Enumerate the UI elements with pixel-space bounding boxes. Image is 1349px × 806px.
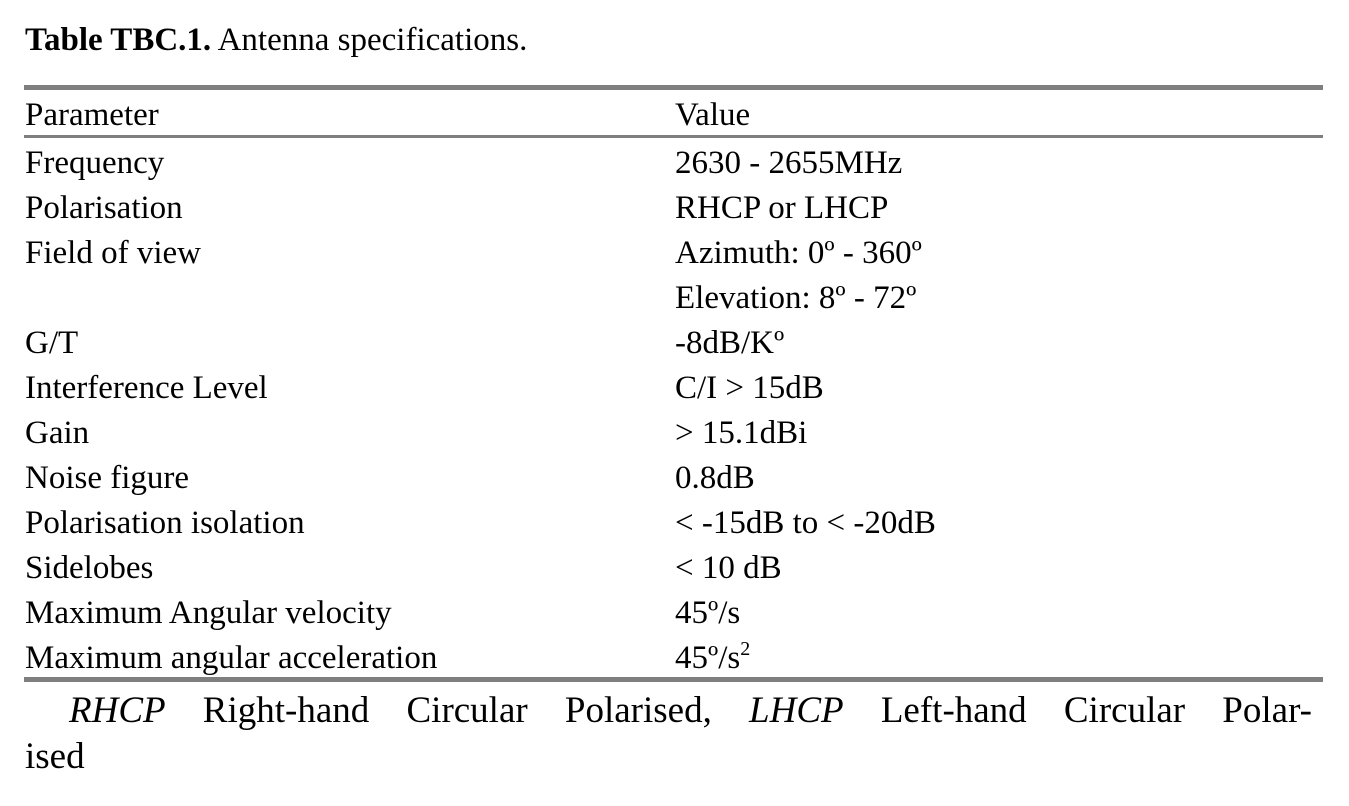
parameter-cell: Polarisation — [25, 190, 183, 226]
parameter-cell: Maximum angular acceleration — [25, 640, 438, 676]
table-row — [0, 411, 1349, 456]
table-row — [0, 321, 1349, 366]
table-top-rule — [24, 85, 1323, 90]
value-superscript: 2 — [740, 638, 751, 660]
table-row — [0, 141, 1349, 186]
value-cell: 2630 - 2655MHz — [675, 145, 903, 181]
value-cell: > 15.1dBi — [675, 415, 808, 451]
value-cell: C/I > 15dB — [675, 370, 824, 406]
table-row — [0, 456, 1349, 501]
footnote-abbreviation: RHCP — [69, 690, 166, 731]
table-row — [0, 186, 1349, 231]
value-cell: Elevation: 8º - 72º — [675, 280, 917, 316]
footnote-abbreviation: LHCP — [749, 690, 844, 731]
parameter-cell: Interference Level — [25, 370, 268, 406]
footnote-text: Right-hand Circular Polarised, — [165, 690, 750, 731]
value-cell: RHCP or LHCP — [675, 190, 889, 226]
table-row — [0, 591, 1349, 636]
table-title: Antenna specifications. — [211, 22, 528, 58]
parameter-cell: Polarisation isolation — [25, 505, 305, 541]
footnote-line — [25, 688, 1312, 734]
value-cell: Azimuth: 0º - 360º — [675, 235, 922, 271]
table-footnote — [25, 688, 1312, 780]
table-bottom-rule — [24, 677, 1323, 682]
table-row — [0, 636, 1349, 681]
parameter-cell: Noise figure — [25, 460, 190, 496]
parameter-cell: Maximum Angular velocity — [25, 595, 392, 631]
table-row — [0, 231, 1349, 276]
parameter-cell: Gain — [25, 415, 90, 451]
table-row — [0, 276, 1349, 321]
parameter-cell: Sidelobes — [25, 550, 154, 586]
value-cell: -8dB/Kº — [675, 325, 785, 361]
table-header-rule — [24, 135, 1323, 138]
table-caption — [25, 18, 527, 62]
value-cell: 0.8dB — [675, 460, 755, 496]
value-cell: 45º/s — [675, 595, 741, 631]
column-header-parameter: Parameter — [25, 97, 159, 133]
value-cell: < 10 dB — [675, 550, 782, 586]
footnote-text: Left-hand Circular Polar- — [843, 690, 1312, 731]
table-header-row — [0, 93, 1349, 138]
table-row — [0, 546, 1349, 591]
value-text: 45º/s — [675, 640, 741, 676]
value-cell — [675, 636, 750, 681]
column-header-value: Value — [675, 97, 751, 133]
parameter-cell: Field of view — [25, 235, 201, 271]
parameter-cell: Frequency — [25, 145, 165, 181]
parameter-cell: G/T — [25, 325, 79, 361]
value-cell: < -15dB to < -20dB — [675, 505, 936, 541]
footnote-line: ised — [25, 736, 85, 777]
table-row — [0, 366, 1349, 411]
table-row — [0, 501, 1349, 546]
table-label: Table TBC.1. — [25, 22, 212, 58]
